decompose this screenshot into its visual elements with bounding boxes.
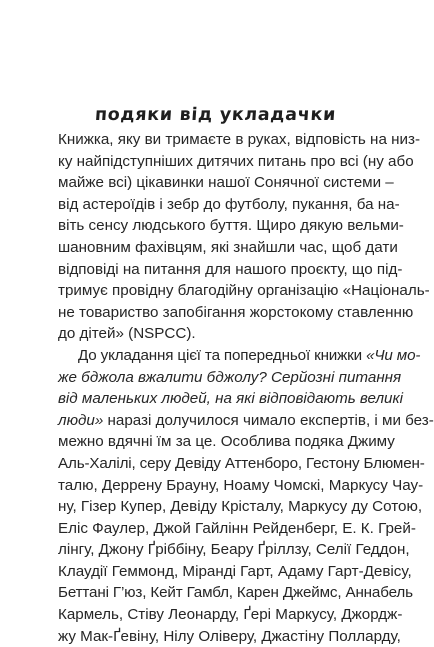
text-run: межно вдячні їм за це. Особлива подяка Джиму [58, 433, 395, 451]
text-run: відповіді на питання для нашого проєкту, що під- [58, 260, 403, 278]
text-line [58, 302, 414, 324]
text-line [58, 518, 416, 540]
text-run: Книжка, яку ви тримаєте в руках, відповість на низ- [58, 131, 421, 148]
body-text [58, 129, 434, 647]
text-run: тримує провідну благодійну організацію «Національ- [58, 282, 430, 300]
italic-text: же бджола вжалити бджолу? Серйозні питання [58, 368, 402, 386]
text-run: Клаудії Геммонд, Міранді Гарт, Адаму Гарт-Девісу, [58, 562, 412, 580]
text-run: талю, Деррену Брауну, Ноаму Чомскі, Маркусу Чау- [58, 476, 424, 494]
text-line [58, 582, 413, 604]
text-line [58, 475, 424, 497]
text-line [58, 194, 400, 216]
italic-text: люди» [58, 411, 104, 429]
text-line [58, 453, 425, 475]
text-run: жу Мак-Ґевіну, Нілу Оліверу, Джастіну Полларду, [58, 627, 401, 645]
text-line [58, 388, 404, 410]
text-run: майже всі) цікавинки нашої Сонячної системи – [58, 174, 394, 192]
text-run: Беттані Г’юз, Кейт Гамбл, Карен Джеймс, Аннабель [58, 584, 413, 602]
text-line [58, 280, 430, 302]
text-line [58, 323, 378, 345]
text-run: Аль-Халілі, серу Девіду Аттенборо, Гестону Блюмен- [58, 454, 425, 472]
section-heading: подяки від укладачки [94, 105, 337, 125]
text-line [58, 215, 404, 237]
paragraph [58, 345, 434, 647]
text-run: віть сенсу людського буття. Щиро дякую вельми- [58, 217, 404, 235]
text-run: до дітей» (NSPCC). [58, 325, 196, 343]
text-run: ну, Гізер Купер, Девіду Крісталу, Маркусу ду Сотою, [58, 498, 423, 516]
text-run: не товариство запобігання жорстокому ставленню [58, 303, 414, 321]
italic-text: «Чи мо- [366, 346, 421, 364]
text-line [58, 604, 403, 626]
text-line [58, 410, 434, 432]
text-line [58, 539, 410, 561]
italic-text: від маленьких людей, на які відповідають великі [58, 390, 404, 408]
text-run: шановним фахівцям, які знайшли час, щоб дати [58, 238, 398, 256]
text-line [58, 345, 421, 367]
paragraph [58, 129, 430, 345]
text-run: ку найпідступніших дитячих питань про всі (ну або [58, 152, 414, 170]
text-line [58, 259, 403, 281]
text-line [58, 367, 402, 389]
text-run: наразі долучилося чимало експертів, і ми без- [103, 411, 434, 429]
text-line [58, 496, 423, 518]
text-line [58, 151, 414, 173]
text-run: До укладання цієї та попередньої книжки [78, 346, 367, 364]
text-run: від астероїдів і зебр до футболу, пукання, ба на- [58, 195, 400, 213]
text-line [58, 561, 412, 583]
text-line [58, 626, 401, 647]
text-run: Кармель, Стіву Леонарду, Ґері Маркусу, Джордж- [58, 606, 403, 624]
text-run: Еліс Фаулер, Джой Гайлінн Рейденберг, Е. К. Грей- [58, 519, 416, 537]
text-line [58, 172, 394, 194]
text-line [58, 129, 421, 151]
text-line [58, 431, 395, 453]
text-line [58, 237, 398, 259]
text-run: лінгу, Джону Ґріббіну, Беару Ґріллзу, Селії Геддон, [58, 541, 410, 559]
